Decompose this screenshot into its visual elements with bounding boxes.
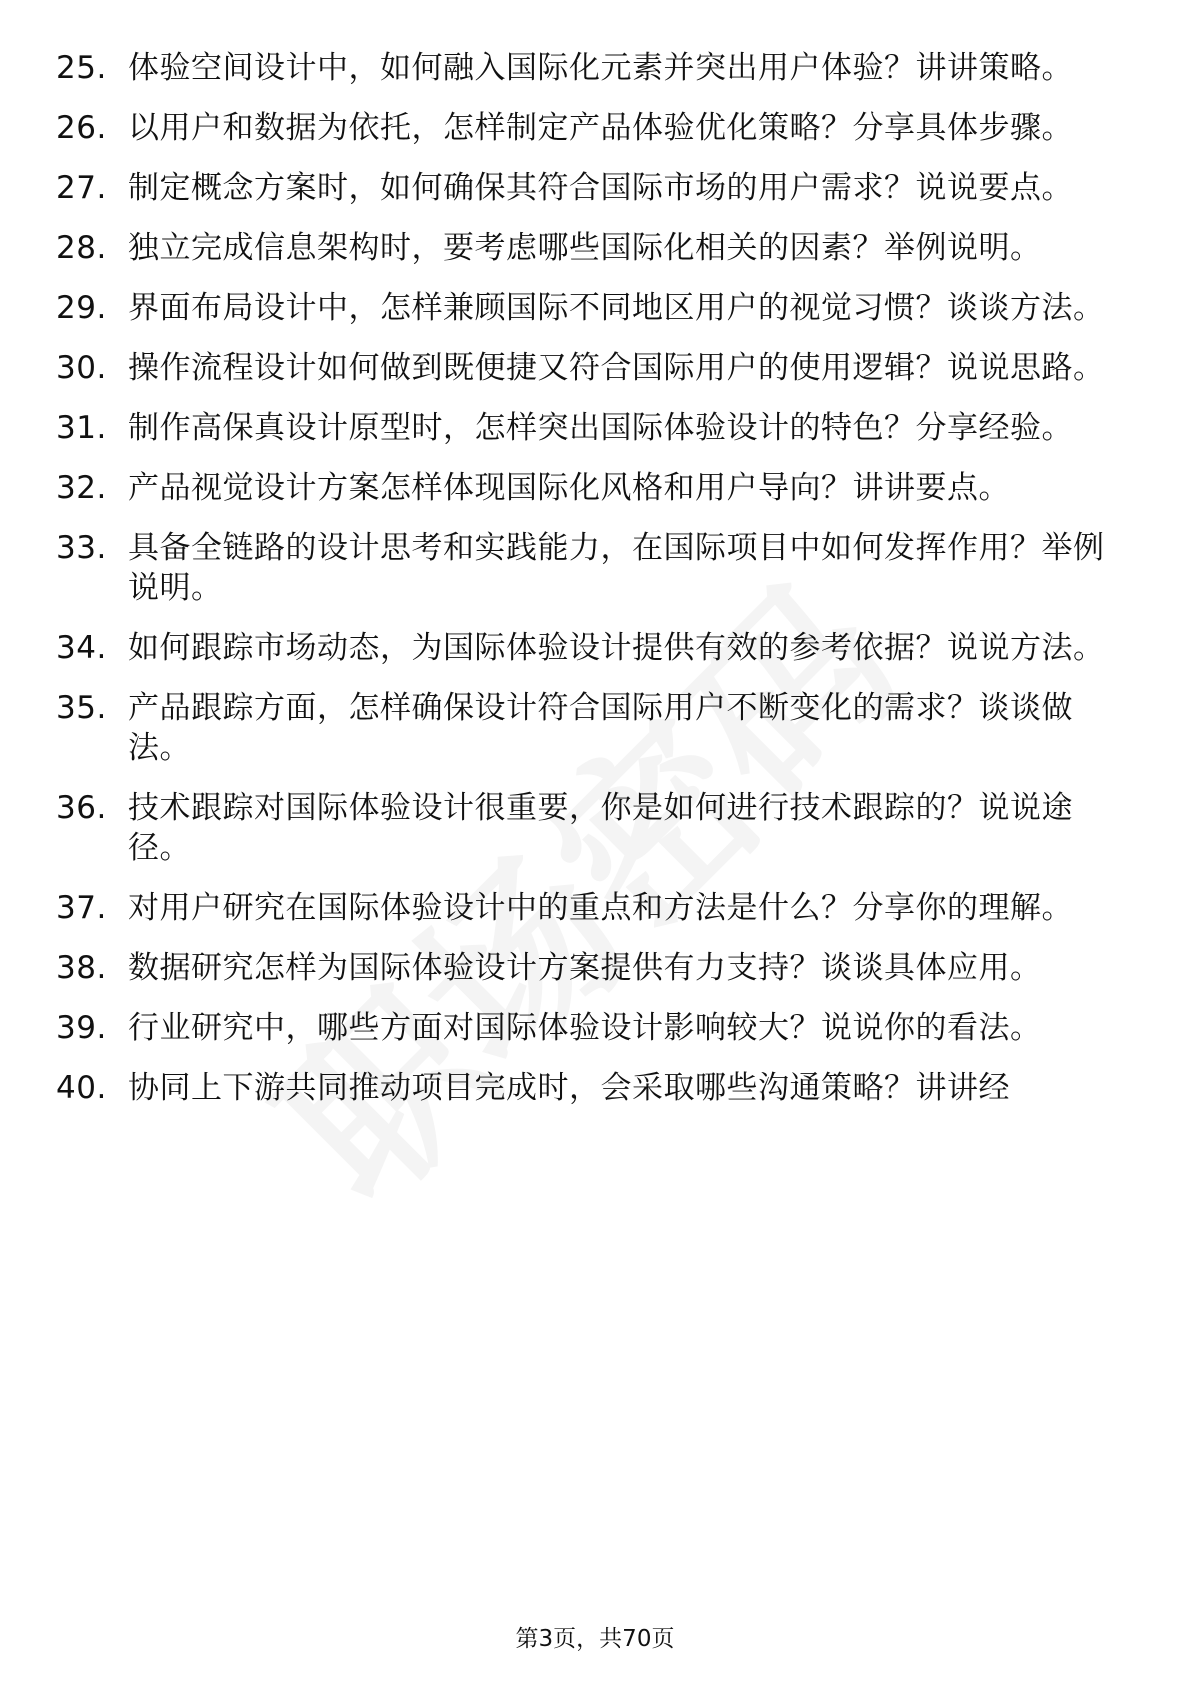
question-item-27 [56,168,1136,208]
question-text: 制作高保真设计原型时，怎样突出国际体验设计的特色？分享经验。 [128,410,1073,446]
question-number: 26. [56,110,107,146]
question-text: 技术跟踪对国际体验设计很重要，你是如何进行技术跟踪的？说说途径。 [128,790,1073,866]
question-item-29 [56,288,1136,328]
question-item-40 [56,1068,1136,1108]
question-text: 界面布局设计中，怎样兼顾国际不同地区用户的视觉习惯？谈谈方法。 [128,290,1105,326]
question-text: 具备全链路的设计思考和实践能力，在国际项目中如何发挥作用？举例说明。 [128,530,1105,606]
question-item-31 [56,408,1136,448]
question-text: 行业研究中，哪些方面对国际体验设计影响较大？说说你的看法。 [128,1010,1042,1046]
question-text: 产品跟踪方面，怎样确保设计符合国际用户不断变化的需求？谈谈做法。 [128,690,1073,766]
question-text: 独立完成信息架构时，要考虑哪些国际化相关的因素？举例说明。 [128,230,1042,266]
question-list [56,48,1136,1128]
question-text: 产品视觉设计方案怎样体现国际化风格和用户导向？讲讲要点。 [128,470,1010,506]
question-item-39 [56,1008,1136,1048]
question-text: 对用户研究在国际体验设计中的重点和方法是什么？分享你的理解。 [128,890,1073,926]
question-number: 39. [56,1010,107,1046]
question-number: 38. [56,950,107,986]
question-item-37 [56,888,1136,928]
question-item-38 [56,948,1136,988]
question-number: 30. [56,350,107,386]
question-text: 数据研究怎样为国际体验设计方案提供有力支持？谈谈具体应用。 [128,950,1042,986]
question-text: 制定概念方案时，如何确保其符合国际市场的用户需求？说说要点。 [128,170,1073,206]
question-item-30 [56,348,1136,388]
question-number: 35. [56,690,107,726]
question-item-33 [56,528,1136,608]
question-number: 33. [56,530,107,566]
question-number: 37. [56,890,107,926]
question-text: 以用户和数据为依托，怎样制定产品体验优化策略？分享具体步骤。 [128,110,1073,146]
question-text: 协同上下游共同推动项目完成时，会采取哪些沟通策略？讲讲经 [128,1070,1010,1106]
question-item-36 [56,788,1136,868]
page-footer: 第3页，共70页 [515,1626,675,1652]
question-number: 28. [56,230,107,266]
question-number: 40. [56,1070,107,1106]
question-item-25 [56,48,1136,88]
question-number: 34. [56,630,107,666]
question-text: 体验空间设计中，如何融入国际化元素并突出用户体验？讲讲策略。 [128,50,1073,86]
question-item-28 [56,228,1136,268]
question-number: 31. [56,410,107,446]
question-item-35 [56,688,1136,768]
question-text: 如何跟踪市场动态，为国际体验设计提供有效的参考依据？说说方法。 [128,630,1105,666]
question-number: 27. [56,170,107,206]
question-number: 25. [56,50,107,86]
question-item-34 [56,628,1136,668]
question-item-32 [56,468,1136,508]
question-number: 36. [56,790,107,826]
question-number: 32. [56,470,107,506]
question-text: 操作流程设计如何做到既便捷又符合国际用户的使用逻辑？说说思路。 [128,350,1105,386]
question-number: 29. [56,290,107,326]
question-item-26 [56,108,1136,148]
